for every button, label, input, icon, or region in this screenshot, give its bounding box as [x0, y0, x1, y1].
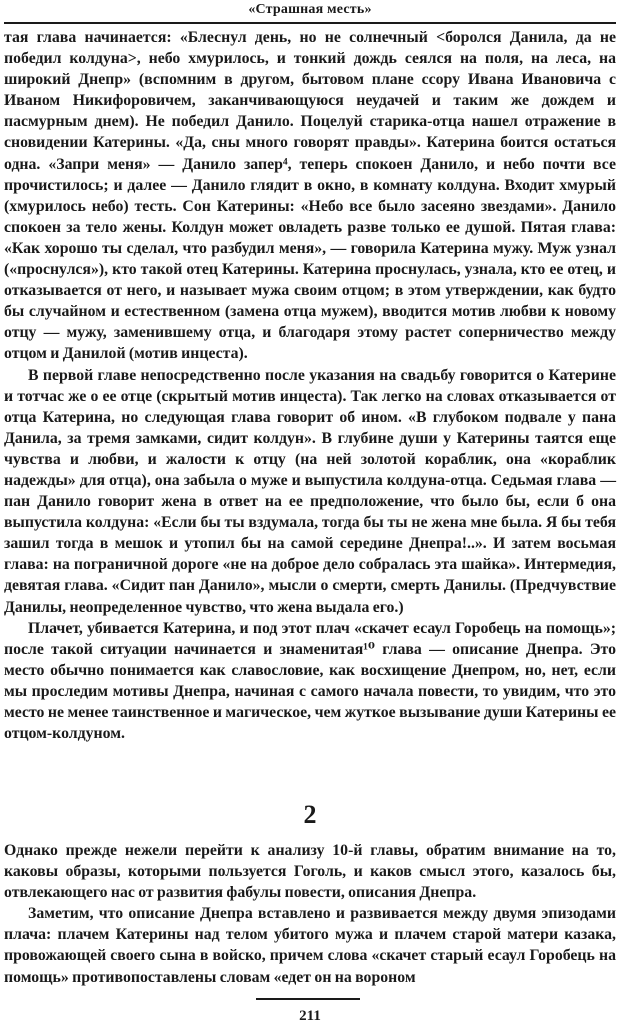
header-rule	[4, 22, 616, 24]
paragraph: Плачет, убивается Катерина, и под этот плач «скачет есаул Горобець на помощь»; после такой ситуации начинается и знаменитая¹⁰ глава — описание Днепра. Это место обычно понимается как славословие, как восхищение Днепром, но, нет, если мы проследим мотивы Днепра, начиная с самого начала повести, то увидим, что это место не менее таинственное и магическое, чем жуткое вызывание души Катерины ее отцом-колдуном.	[4, 619, 616, 743]
paragraph: В первой главе непосредственно после указания на свадьбу говорится о Катерине и тотчас же о ее отце (скрытый мотив инцеста). Так легко на словах отказывается от отца Катерина, но следующая глава говорит об ином. «В глубоком подвале у пана Данила, за тремя замками, сидит колдун». В глубине души у Катерины таятся еще чувства и любви, и жалости к отцу (на ней золотой кораблик, она «кораблик надежды» для отца), она забыла о муже и выпустила колдуна-отца. Седьмая глава — пан Данило говорит жена в ответ на ее предположение, что было бы, если б она выпустила колдуна: «Если бы ты вздумала, тогда бы ты не жена мне была. Я бы тебя зашил тогда в мешок и утопил бы на самой середине Днепра!..». И затем восьмая глава: на пограничной дороге «не на доброе дело собралась эта шайка». Интермедия, девятая глава. «Сидит пан Данило», мысли о смерти, смерть Данилы. (Предчувствие Данилы, неопределенное чувство, что жена выдала его.)	[4, 366, 616, 616]
paragraph: Заметим, что описание Днепра вставлено и развивается между двумя эпизодами плача: плачем Катерины над телом убитого мужа и плачем старой матери казака, провожающей своего сына в войско, причем слова «скачет старый есаул Горобець на помощь» противопоставлены словам «едет он на вороном	[4, 905, 616, 986]
paragraph: Однако прежде нежели перейти к анализу 10-й главы, обратим внимание на то, каковы образы, которыми пользуется Гоголь, и каков смысл этого, казалось бы, отвлекающего нас от развития фабулы повести, описания Днепра.	[4, 842, 616, 902]
page-number: 211	[299, 1008, 321, 1024]
section-number: 2	[303, 800, 317, 829]
section-2-body	[4, 840, 616, 988]
footer-rule	[256, 998, 360, 1000]
paragraph: тая глава начинается: «Блеснул день, но не солнечный <боролся Данила, да не победил колдуна>, небо хмурилось, и тонкий дождь сеялся на поля, на леса, на широкий Днепр» (вспомним в другом, бытовом плане ссору Ивана Ивановича с Иваном Никифоровичем, заканчивающуюся неудачей и таким же дождем и пасмурным днем). Не победил Данило. Поцелуй старика-отца нашел отражение в сновидении Катерины. «Да, сны много говорят правды». Катерина боится остаться одна. «Запри меня» — Данило запер⁴, теперь спокоен Данило, и небо почти все прочистилось; и далее — Данило глядит в окно, в комнату колдуна. Входит хмурый (хмурилось небо) тесть. Сон Катерины: «Небо все было засеяно звездами». Данило спокоен за тело жены. Колдун может овладеть разве только ее душой. Пятая глава: «Как хорошо ты сделал, что разбудил меня», — говорила Катерина мужу. Муж узнал («проснулся»), кто такой отец Катерины. Катерина проснулась, узнала, кто ее отец, и отказывается от него, и называет мужа своим отцом; в этом утверждении, как будто бы случайном и естественном (замена отца мужем), вводится мотив любви к новому отцу — мужу, заменившему отца, и благодаря этому растет соперничество между отцом и Данилой (мотив инцеста).	[4, 29, 616, 363]
running-head: «Страшная месть»	[248, 2, 372, 17]
section-1-body	[4, 27, 616, 744]
